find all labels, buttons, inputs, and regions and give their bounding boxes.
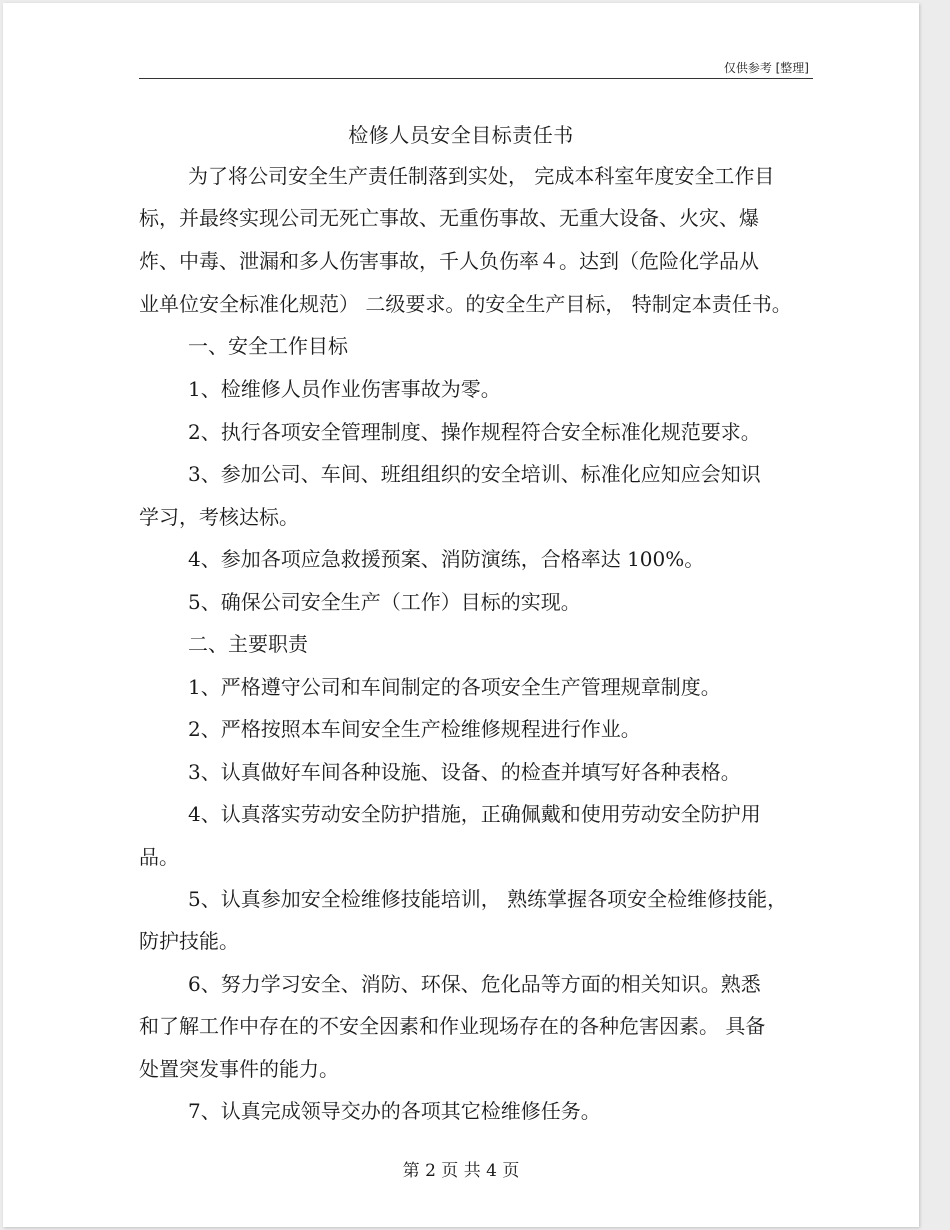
- list-item: 2、执行各项安全管理制度、操作规程符合安全标准化规范要求。: [188, 420, 761, 444]
- list-item-continued: 和了解工作中存在的不安全因素和作业现场存在的各种危害因素。 具备: [139, 1014, 766, 1038]
- section-heading: 一、安全工作目标: [188, 334, 348, 358]
- document-title: 检修人员安全目标责任书: [348, 123, 574, 147]
- header-note: 仅供参考 [整理]: [723, 61, 809, 75]
- list-item-continued: 处置突发事件的能力。: [139, 1057, 339, 1081]
- list-item: 5、认真参加安全检维修技能培训， 熟练掌握各项安全检维修技能，: [188, 887, 788, 911]
- paragraph-line: 为了将公司安全生产责任制落到实处， 完成本科室年度安全工作目: [188, 164, 775, 188]
- list-item: 3、认真做好车间各种设施、设备、的检查并填写好各种表格。: [188, 760, 741, 784]
- list-item: 4、认真落实劳动安全防护措施，正确佩戴和使用劳动安全防护用: [188, 802, 761, 826]
- list-item: 6、努力学习安全、消防、环保、危化品等方面的相关知识。熟悉: [188, 972, 761, 996]
- page-footer: 第 2 页 共 4 页: [402, 1161, 520, 1181]
- list-item: 2、严格按照本车间安全生产检维修规程进行作业。: [188, 717, 641, 741]
- list-item-continued: 品。: [139, 845, 179, 869]
- list-item: 3、参加公司、车间、班组组织的安全培训、标准化应知应会知识: [188, 462, 761, 486]
- paragraph-line: 标，并最终实现公司无死亡事故、无重伤事故、无重大设备、火灾、爆: [139, 206, 759, 230]
- paragraph-line: 业单位安全标准化规范） 二级要求。的安全生产目标， 特制定本责任书。: [139, 292, 792, 316]
- paragraph-line: 炸、中毒、泄漏和多人伤害事故，千人负伤率４。达到（危险化学品从: [139, 249, 759, 273]
- list-item: 7、认真完成领导交办的各项其它检维修任务。: [188, 1099, 601, 1123]
- list-item-continued: 学习，考核达标。: [139, 505, 299, 529]
- list-item: 4、参加各项应急救援预案、消防演练，合格率达 100%。: [188, 547, 705, 571]
- document-page: [3, 3, 919, 1227]
- list-item-continued: 防护技能。: [139, 929, 239, 953]
- list-item: 5、确保公司安全生产（工作）目标的实现。: [188, 590, 581, 614]
- list-item: 1、检维修人员作业伤害事故为零。: [188, 377, 501, 401]
- list-item: 1、严格遵守公司和车间制定的各项安全生产管理规章制度。: [188, 675, 721, 699]
- header-rule: [139, 78, 813, 79]
- section-heading: 二、主要职责: [188, 632, 308, 656]
